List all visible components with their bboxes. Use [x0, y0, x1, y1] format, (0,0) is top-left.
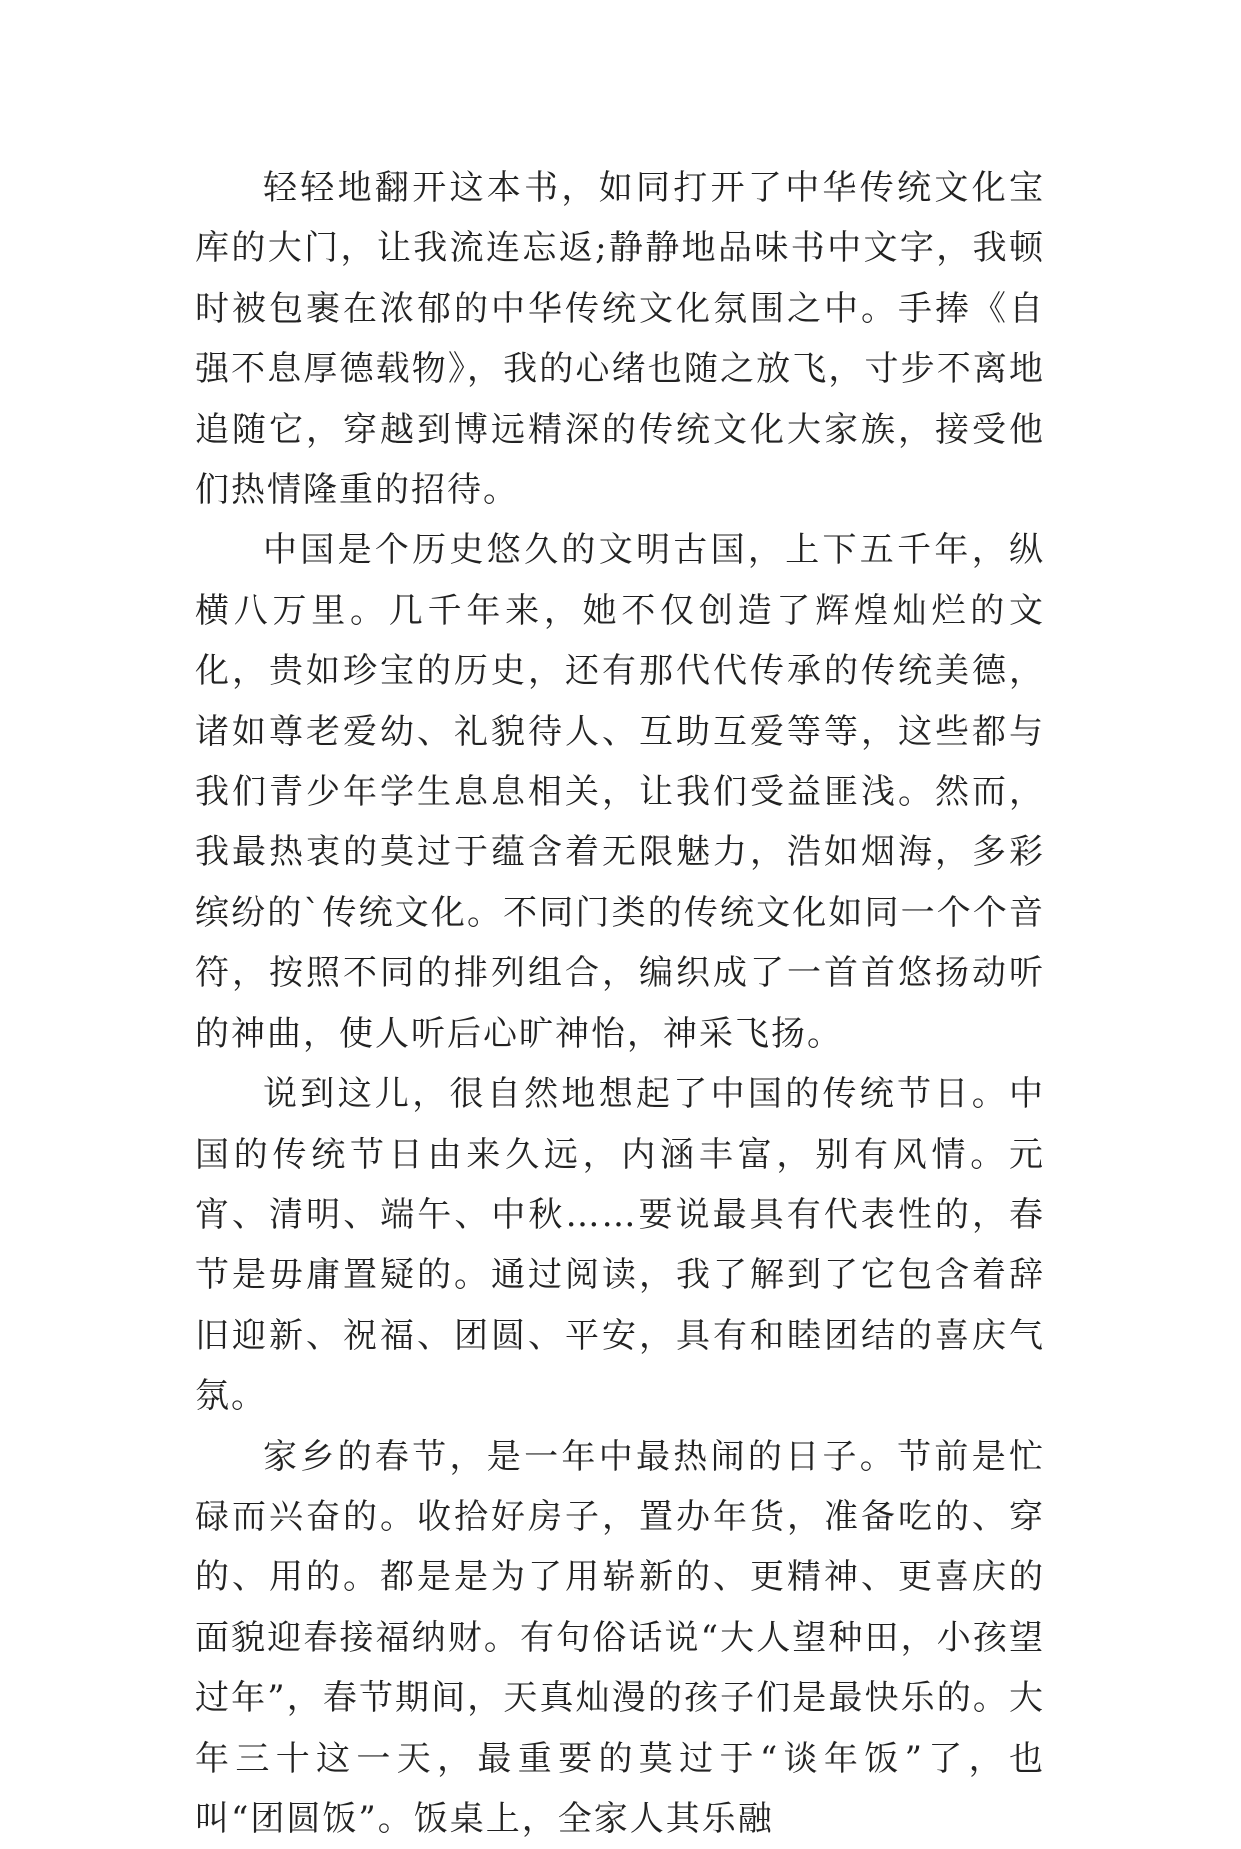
paragraph-reading-book: 轻轻地翻开这本书，如同打开了中华传统文化宝库的大门，让我流连忘返;静静地品味书中文字，我顿时被包裹在浓郁的中华传统文化氛围之中。手捧《自强不息厚德载物》，我的心绪也随之放飞，寸步不离地追随它，穿越到博远精深的传统文化大家族，接受他们热情隆重的招待。: [195, 168, 1045, 511]
paragraph-hometown-spring-festival: 家乡的春节，是一年中最热闹的日子。节前是忙碌而兴奋的。收拾好房子，置办年货，准备吃的、穿的、用的。都是是为了用崭新的、更精神、更喜庆的面貌迎春接福纳财。有句俗话说“大人望种田，小孩望过年”，春节期间，天真灿漫的孩子们是最快乐的。大年三十这一天，最重要的莫过于“谈年饭”了，也叫“团圆饭”。饭桌上，全家人其乐融: [195, 1436, 1045, 1839]
paragraph-ancient-china: 中国是个历史悠久的文明古国，上下五千年，纵横八万里。几千年来，她不仅创造了辉煌灿烂的文化，贵如珍宝的历史，还有那代代传承的传统美德，诸如尊老爱幼、礼貌待人、互助互爱等等，这些都与我们青少年学生息息相关，让我们受益匪浅。然而，我最热衷的莫过于蕴含着无限魅力，浩如烟海，多彩缤纷的`传统文化。不同门类的传统文化如同一个个音符，按照不同的排列组合，编织成了一首首悠扬动听的神曲，使人听后心旷神怡，神采飞扬。: [195, 530, 1045, 1054]
paragraph-traditional-festivals: 说到这儿，很自然地想起了中国的传统节日。中国的传统节日由来久远，内涵丰富，别有风情。元宵、清明、端午、中秋……要说最具有代表性的，春节是毋庸置疑的。通过阅读，我了解到了它包含着辞旧迎新、祝福、团圆、平安，具有和睦团结的喜庆气氛。: [195, 1074, 1045, 1417]
document-body: [195, 158, 1045, 1849]
